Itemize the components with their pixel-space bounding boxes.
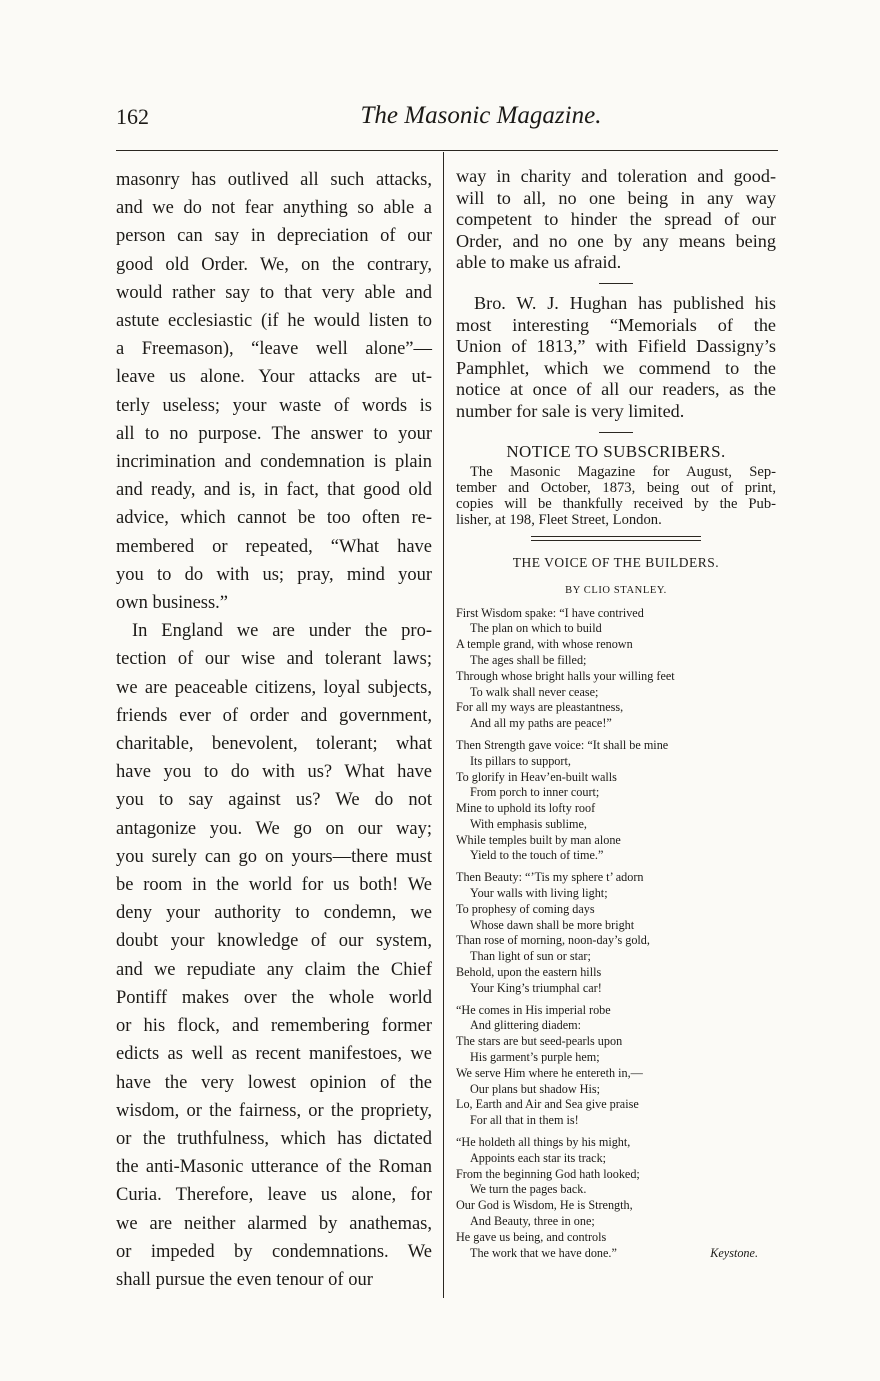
text-line: shall pursue the even tenour of our: [116, 1269, 373, 1290]
text-line: copies will be thankfully received by the Pub-: [456, 495, 776, 512]
poem-line: Than light of sun or star;: [470, 949, 591, 964]
poem-title: THE VOICE OF THE BUILDERS.: [512, 554, 720, 570]
text-line: incrimination and condemnation is plain: [116, 452, 432, 473]
poem-line: “He comes in His imperial robe: [456, 1002, 611, 1017]
text-line: competent to hinder the spread of our: [456, 209, 776, 230]
text-line: the anti-Masonic utterance of the Roman: [116, 1157, 432, 1178]
poem-line: While temples built by man alone: [456, 832, 621, 847]
text-line: doubt your knowledge of our system,: [116, 931, 432, 952]
left-paragraph-1: [116, 166, 432, 617]
text-line: or the truthfulness, which has dictated: [116, 1128, 432, 1149]
text-line: we are neither alarmed by anathemas,: [116, 1213, 432, 1234]
poem-line: The ages shall be filled;: [470, 652, 587, 667]
poem-stanza: [456, 1135, 776, 1261]
section-rule: [599, 283, 633, 284]
text-line: The Masonic Magazine for August, Sep-: [470, 463, 776, 480]
poem-stanza: [456, 606, 776, 732]
page-number: 162: [116, 104, 149, 129]
section-rule: [599, 432, 633, 433]
poem-stanza: [456, 738, 776, 864]
text-line: tember and October, 1873, being out of print,: [456, 479, 776, 496]
poem-line: Behold, upon the eastern hills: [456, 965, 602, 980]
right-column: [456, 166, 776, 1267]
hughan-paragraph: [456, 293, 776, 423]
text-line: leave us alone. Your attacks are ut-: [116, 367, 432, 388]
text-line: a Freemason), “leave well alone”—: [116, 339, 432, 360]
poem-signature: Keystone.: [710, 1245, 758, 1260]
text-line: or his flock, and remembering former: [116, 1016, 432, 1037]
text-line: and we repudiate any claim the Chief: [116, 959, 432, 980]
text-line: we are peaceable citizens, loyal subjects,: [116, 677, 432, 698]
text-line: or impeded by condemnations. We: [116, 1241, 432, 1262]
notice-heading: NOTICE TO SUBSCRIBERS.: [506, 441, 726, 461]
poem-line: And Beauty, three in one;: [470, 1214, 595, 1229]
running-head: [116, 104, 776, 140]
poem-line: Appoints each star its track;: [470, 1150, 607, 1165]
text-line: edicts as well as recent manifestoes, we: [116, 1044, 432, 1065]
poem-stanza: [456, 870, 776, 996]
text-line: will to all, no one being in any way: [456, 187, 776, 208]
text-line: number for sale is very limited.: [456, 400, 685, 421]
poem-line: He gave us being, and controls: [456, 1229, 607, 1244]
poem-line: Through whose bright halls your willing feet: [456, 668, 675, 683]
poem-line: His garment’s purple hem;: [470, 1050, 600, 1065]
poem-line: The work that we have done.” Keystone.: [456, 1246, 776, 1262]
text-line: lisher, at 198, Fleet Street, London.: [456, 511, 662, 528]
poem-line: Then Strength gave voice: “It shall be mine: [456, 737, 669, 752]
poem-line: We turn the pages back.: [470, 1182, 587, 1197]
text-line: Bro. W. J. Hughan has published his: [474, 292, 776, 313]
poem-line: Your King’s triumphal car!: [470, 980, 602, 995]
text-line: friends ever of order and government,: [116, 705, 432, 726]
text-line: masonry has outlived all such attacks,: [116, 170, 432, 190]
poem-line: Your walls with living light;: [470, 886, 608, 901]
text-line: way in charity and toleration and good-: [456, 166, 776, 186]
text-line: Union of 1813,” with Fifield Dassigny’s: [456, 336, 776, 357]
text-line: person can say in depreciation of our: [116, 226, 432, 247]
text-line: you to do with us; pray, mind your: [116, 564, 432, 585]
left-column: [116, 166, 432, 1294]
text-line: advice, which cannot be too often re-: [116, 508, 432, 529]
text-line: deny your authority to condemn, we: [116, 903, 432, 924]
poem-byline: BY CLIO STANLEY.: [565, 584, 667, 596]
text-line: most interesting “Memorials of the: [456, 314, 776, 335]
poem-line: Our plans but shadow His;: [470, 1081, 600, 1096]
poem-line: Our God is Wisdom, He is Strength,: [456, 1198, 633, 1213]
magazine-title: The Masonic Magazine.: [360, 102, 602, 129]
text-line: tection of our wise and tolerant laws;: [116, 649, 432, 670]
poem-line: To prophesy of coming days: [456, 901, 595, 916]
text-line: you to say against us? We do not: [116, 790, 432, 811]
poem-line: Yield to the touch of time.”: [470, 848, 604, 863]
poem-line: Lo, Earth and Air and Sea give praise: [456, 1097, 639, 1112]
notice-body: [456, 464, 776, 528]
text-line: able to make us afraid.: [456, 252, 622, 273]
text-line: In England we are under the pro-: [132, 621, 432, 642]
text-line: and ready, and is, in fact, that good old: [116, 480, 432, 501]
poem-line: To glorify in Heav’en-built walls: [456, 769, 617, 784]
poem-line: For all that in them is!: [470, 1113, 579, 1128]
text-line: would rather say to that very able and: [116, 282, 432, 303]
text-line: Pamphlet, which we commend to the: [456, 357, 776, 378]
text-line: you surely can go on yours—there must: [116, 846, 432, 867]
poem-line: First Wisdom spake: “I have contrived: [456, 605, 644, 620]
left-paragraph-2: [116, 617, 432, 1294]
poem-line: To walk shall never cease;: [470, 684, 599, 699]
text-line: have you to do with us? What have: [116, 762, 432, 783]
text-line: notice at once of all our readers, as the: [456, 379, 776, 400]
poem-line: Its pillars to support,: [470, 753, 571, 768]
text-line: good old Order. We, on the contrary,: [116, 254, 432, 275]
poem-stanza: [456, 1003, 776, 1129]
text-line: Order, and no one by any means being: [456, 230, 776, 251]
poem-line: We serve Him where he entereth in,—: [456, 1065, 643, 1080]
poem-line: Mine to uphold its lofty roof: [456, 801, 596, 816]
text-line: wisdom, or the fairness, or the propriety,: [116, 1100, 432, 1121]
text-line: membered or repeated, “What have: [116, 536, 432, 557]
poem-line: A temple grand, with whose renown: [456, 637, 633, 652]
poem-line: Than rose of morning, noon-day’s gold,: [456, 933, 650, 948]
poem-line: From the beginning God hath looked;: [456, 1166, 640, 1181]
poem-line: The stars are but seed-pearls upon: [456, 1034, 623, 1049]
poem-line: “He holdeth all things by his might,: [456, 1135, 631, 1150]
header-rule: [116, 150, 778, 151]
poem-line: The plan on which to build: [470, 621, 602, 636]
text-line: antagonize you. We go on our way;: [116, 818, 432, 839]
poem-line: From porch to inner court;: [470, 785, 600, 800]
text-line: all to no purpose. The answer to your: [116, 423, 432, 444]
text-line: terly useless; your waste of words is: [116, 395, 432, 416]
text-line: and we do not fear anything so able a: [116, 198, 432, 219]
poem-line: With emphasis sublime,: [470, 816, 587, 831]
poem-line: Whose dawn shall be more bright: [470, 917, 635, 932]
poem-line: For all my ways are pleastantness,: [456, 700, 624, 715]
column-divider: [443, 152, 444, 1298]
poem-line: Then Beauty: “’Tis my sphere t’ adorn: [456, 870, 644, 885]
double-rule: [531, 536, 701, 541]
text-line: Curia. Therefore, leave us alone, for: [116, 1185, 432, 1206]
text-line: own business.”: [116, 593, 229, 614]
text-line: charitable, benevolent, tolerant; what: [116, 734, 432, 755]
text-line: astute ecclesiastic (if he would listen to: [116, 311, 432, 332]
continuation-paragraph: [456, 166, 776, 274]
poem-line: And glittering diadem:: [470, 1018, 582, 1033]
text-line: have the very lowest opinion of the: [116, 1072, 432, 1093]
poem-line: And all my paths are peace!”: [470, 716, 612, 731]
text-line: be room in the world for us both! We: [116, 875, 432, 896]
text-line: Pontiff makes over the whole world: [116, 987, 432, 1008]
